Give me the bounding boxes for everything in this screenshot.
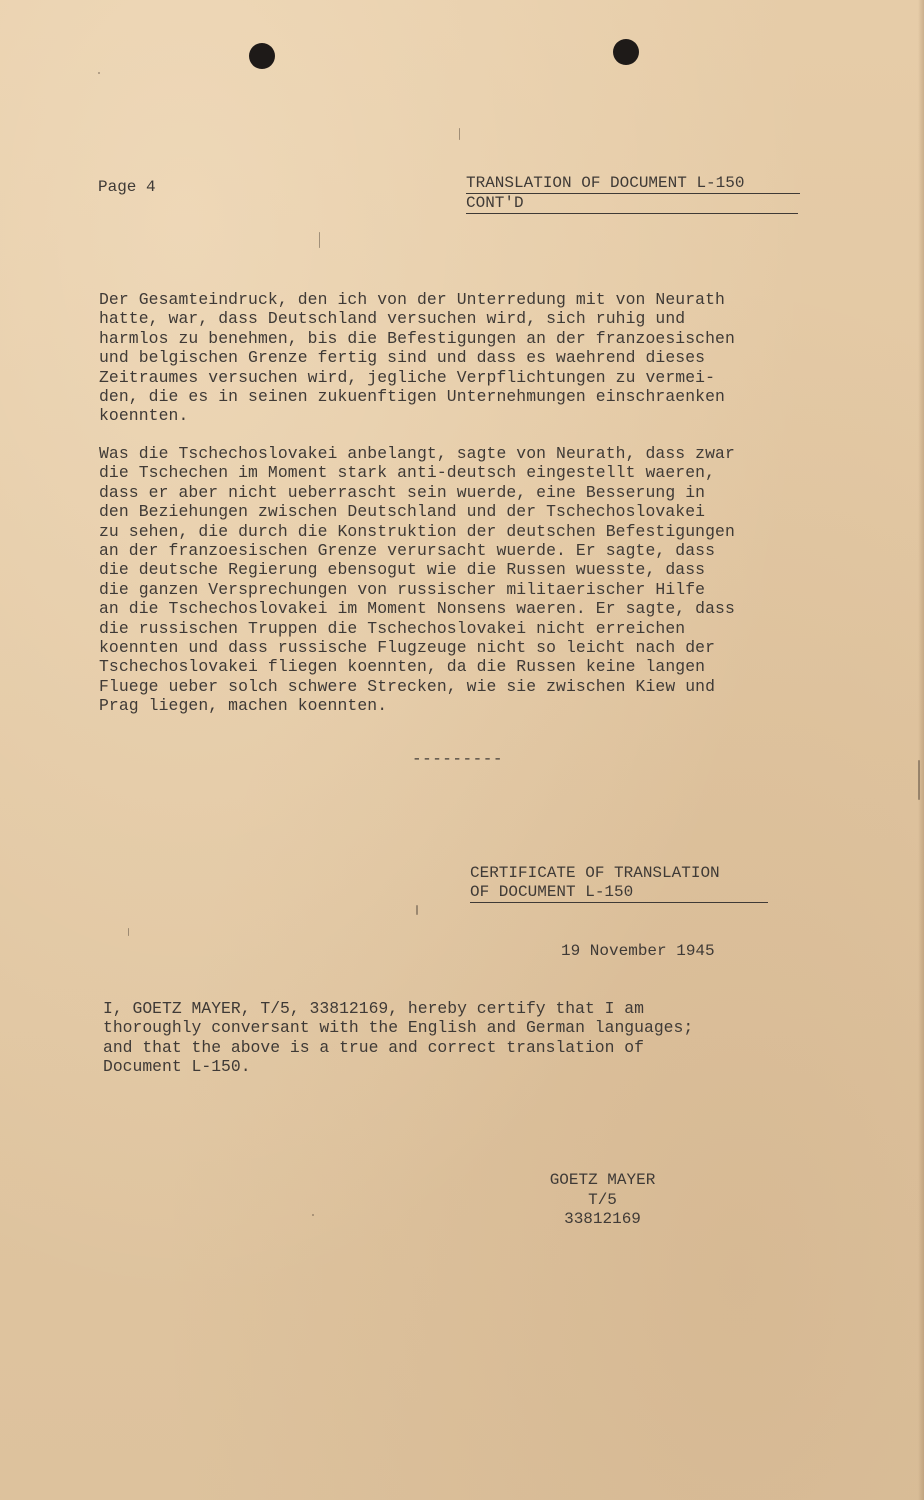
text-line: I, GOETZ MAYER, T/5, 33812169, hereby certify that I am [103,999,644,1018]
paper-mark [918,760,920,800]
paragraph-2 [99,444,849,716]
punch-hole-left [249,43,275,69]
paper-mark [312,1214,314,1216]
text-line: and that the above is a true and correct translation of [103,1037,644,1057]
text-line: Was die Tschechoslovakei anbelangt, sagte von Neurath, dass zwar [99,444,735,463]
document-heading [466,174,800,214]
text-line: an der franzoesischen Grenze verursacht wuerde. Er sagte, dass [99,541,716,561]
punch-hole-right [613,39,639,65]
text-line: die Tschechen im Moment stark anti-deutsch eingestellt waeren, [99,463,716,483]
text-line: die deutsche Regierung ebensogut wie die Russen wuesste, dass [99,560,706,580]
text-line: Tschechoslovakei fliegen koennten, da die Russen keine langen [99,657,706,677]
text-line: die russischen Truppen die Tschechoslovakei nicht erreichen [99,618,686,638]
document-title: TRANSLATION OF DOCUMENT L-150 [466,174,800,194]
paragraph-1 [99,290,849,426]
text-line: koennten. [99,406,189,426]
text-line: an die Tschechoslovakei im Moment Nonsens waeren. Er sagte, dass [99,599,735,619]
certificate-text [103,999,823,1077]
page-number: Page 4 [98,178,156,196]
text-line: zu sehen, die durch die Konstruktion der deutschen Befestigungen [99,521,735,541]
certificate-date: 19 November 1945 [561,942,715,960]
certificate-title [470,864,768,903]
paper-mark [319,232,320,248]
section-separator: --------- [412,750,503,768]
text-line: Fluege ueber solch schwere Strecken, wie sie zwischen Kiew und [99,676,716,696]
text-line: Document L-150. [103,1057,251,1077]
text-line: und belgischen Grenze fertig sind und dass es waehrend dieses [99,348,706,368]
text-line: dass er aber nicht ueberrascht sein wuerde, eine Besserung in [99,482,706,502]
document-continued: CONT'D [466,194,798,214]
certificate-title-line1: CERTIFICATE OF TRANSLATION [470,864,720,882]
paper-mark [98,72,100,74]
text-line: hatte, war, dass Deutschland versuchen wird, sich ruhig und [99,309,686,329]
paper-mark [128,928,129,936]
signature-rank: T/5 [588,1190,617,1209]
signature-name: GOETZ MAYER [549,1171,656,1189]
text-line: den, die es in seinen zukuenftigen Unternehmungen einschraenken [99,387,725,407]
text-line: die ganzen Versprechungen von russischer militaerischer Hilfe [99,579,706,599]
text-line: Prag liegen, machen koennten. [99,696,388,716]
paper-edge [918,0,924,1500]
text-line: koennten und dass russische Flugzeuge nicht so leicht nach der [99,638,716,658]
paper-mark [416,905,418,915]
text-line: harmlos zu benehmen, bis die Befestigungen an der franzoesischen [99,328,735,348]
text-line: Der Gesamteindruck, den ich von der Unterredung mit von Neurath [99,290,725,309]
certificate-title-line2: OF DOCUMENT L-150 [470,883,768,903]
paper-mark [459,128,460,140]
signature-serial: 33812169 [564,1210,641,1228]
signature-block [530,1171,675,1230]
text-line: den Beziehungen zwischen Deutschland und der Tschechoslovakei [99,502,706,522]
text-line: Zeitraumes versuchen wird, jegliche Verpflichtungen zu vermei- [99,367,716,387]
text-line: thoroughly conversant with the English and German languages; [103,1018,694,1038]
